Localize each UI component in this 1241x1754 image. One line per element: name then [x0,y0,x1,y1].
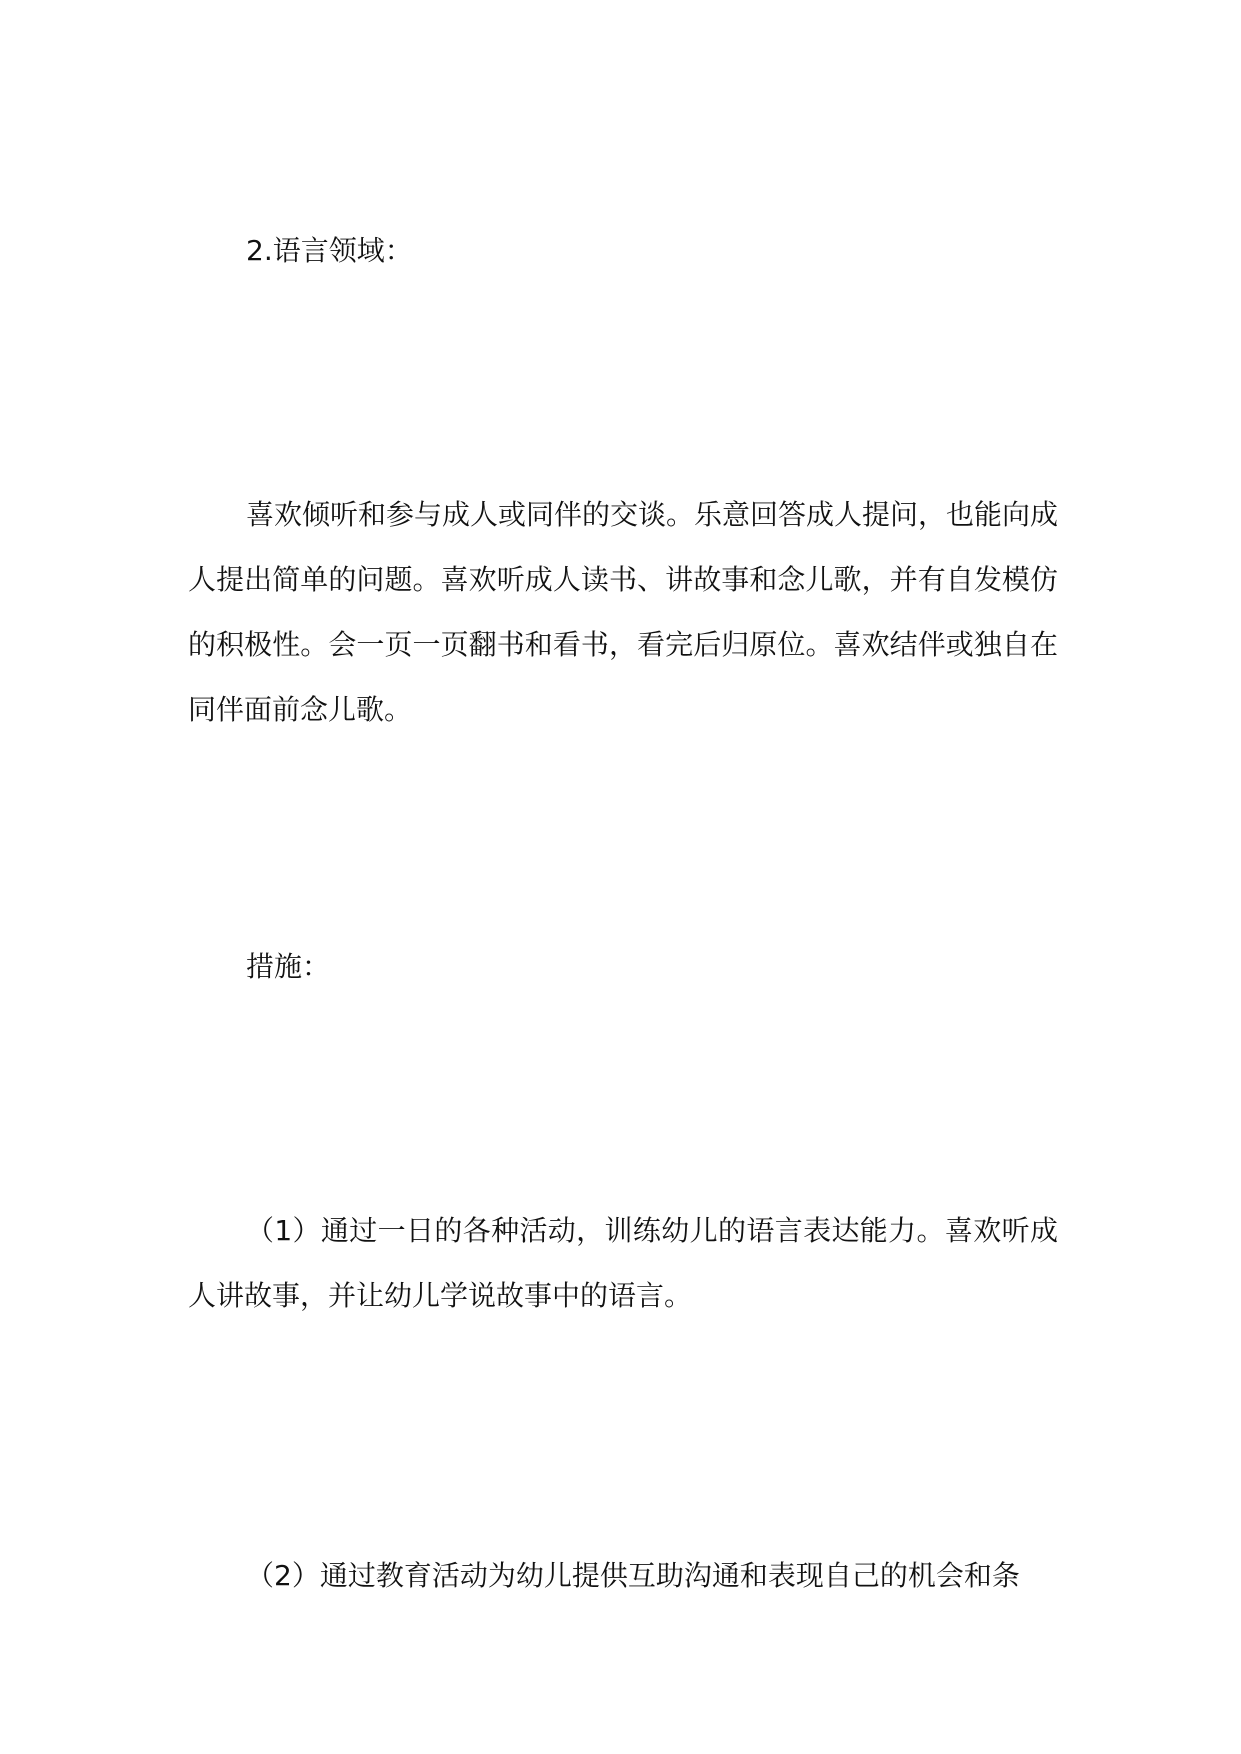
section-heading: 2.语言领域： [246,234,413,267]
measure-item-2: （2）通过教育活动为幼儿提供互助沟通和表现自己的机会和条 [246,1559,1020,1592]
measures-heading: 措施： [246,950,331,983]
measure-item-1: （1）通过一日的各种活动，训练幼儿的语言表达能力。喜欢听成人讲故事，并让幼儿学说故事中的语言。 [188,1214,1058,1312]
body-paragraph: 喜欢倾听和参与成人或同伴的交谈。乐意回答成人提问，也能向成人提出简单的问题。喜欢听成人读书、讲故事和念儿歌，并有自发模仿的积极性。会一页一页翻书和看书，看完后归原位。喜欢结伴或独自在同伴面前念儿歌。 [188,498,1059,726]
